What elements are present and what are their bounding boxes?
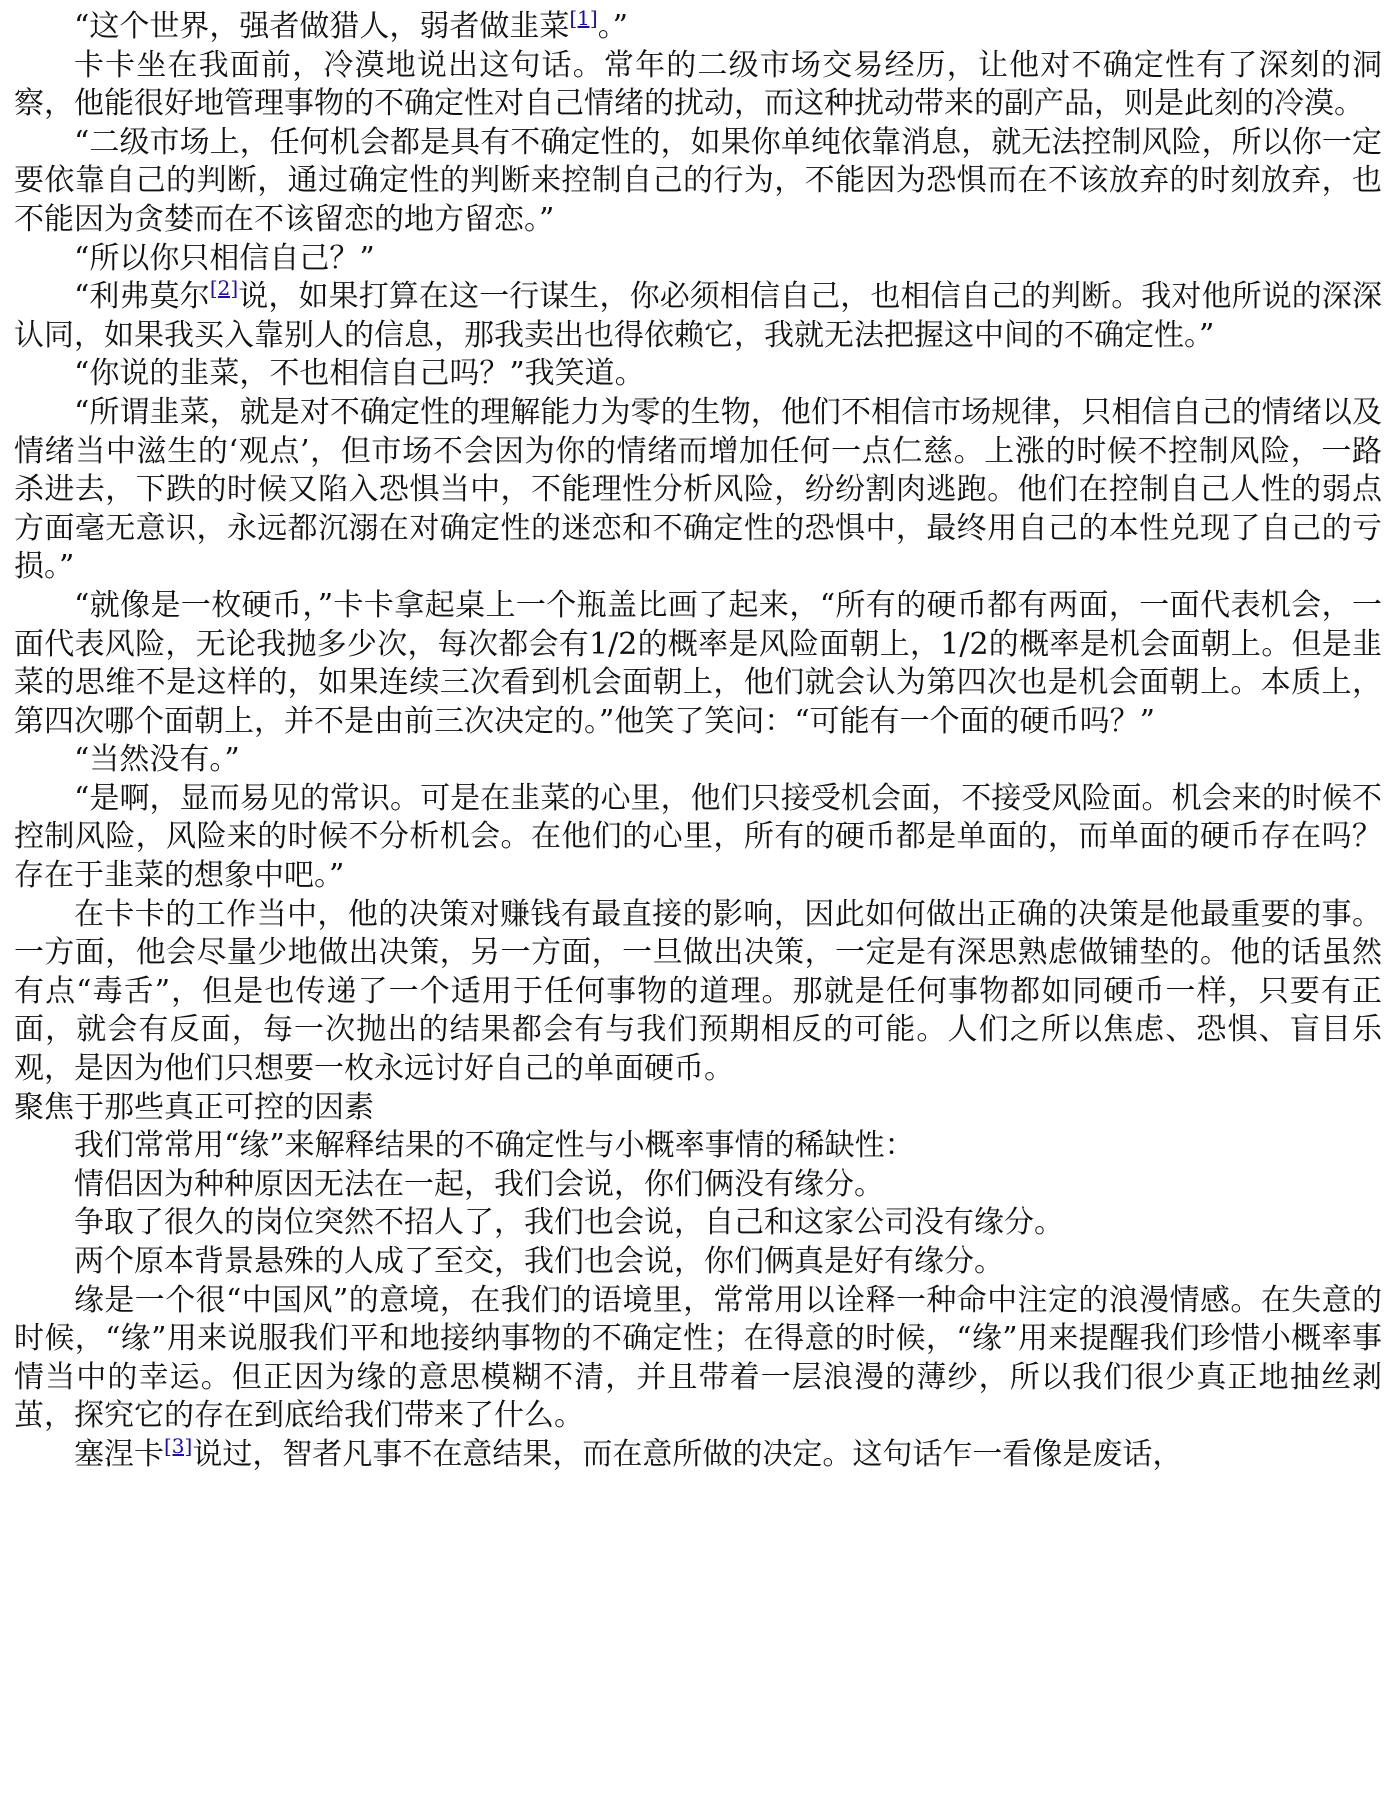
paragraph [14,896,1382,1089]
paragraph [14,355,1382,394]
text-run: “你说的韭菜，不也相信自己吗？”我笑道。 [74,356,645,392]
paragraph [14,47,1382,124]
paragraph [14,8,1382,47]
paragraph [14,780,1382,896]
paragraph [14,1166,1382,1205]
footnote-link[interactable]: [2] [209,276,239,301]
text-run: “是啊，显而易见的常识。可是在韭菜的心里，他们只接受机会面，不接受风险面。机会来的时候不控制风险，风险来的时候不分析机会。在他们的心里，所有的硬币都是单面的，而单面的硬币存在吗？存在于韭菜的想象中吧。” [14,780,1382,894]
text-run: “利弗莫尔 [74,279,210,315]
paragraph [14,1282,1382,1436]
text-run: “当然没有。” [74,742,240,778]
text-run: 聚焦于那些真正可控的因素 [14,1089,374,1125]
paragraph [14,278,1382,355]
paragraph [14,240,1382,279]
text-run: 情侣因为种种原因无法在一起，我们会说，你们俩没有缘分。 [74,1166,884,1202]
footnote-link[interactable]: [1] [569,6,598,30]
footnote-link[interactable]: [3] [164,1433,193,1458]
paragraph [14,741,1382,780]
section-heading [14,1089,1382,1128]
text-run: 两个原本背景悬殊的人成了至交，我们也会说，你们俩真是好有缘分。 [74,1244,1004,1279]
paragraph [14,1127,1382,1166]
text-run: 。” [597,9,629,44]
text-run: “这个世界，强者做猎人，弱者做韭菜 [74,9,570,44]
paragraph [14,1433,1382,1475]
text-run: “就像是一枚硬币，”卡卡拿起桌上一个瓶盖比画了起来，“所有的硬币都有两面，一面代表机会，一面代表风险，无论我抛多少次，每次都会有1/2的概率是风险面朝上，1/2的概率是机会面朝上。但是韭菜的思维不是这样的，如果连续三次看到机会面朝上，他们就会认为第四次也是机会面朝上。本质上，第四次哪个面朝上，并不是由前三次决定的。”他笑了笑问：“可能有一个面的硬币吗？” [14,587,1382,739]
paragraph [14,587,1382,741]
paragraph [14,1243,1382,1282]
text-run: “所以你只相信自己？” [74,240,375,276]
paragraph [14,1204,1382,1243]
text-run: 说过，智者凡事不在意结果，而在意所做的决定。这句话乍一看像是废话， [192,1436,1183,1472]
text-run: 我们常常用“缘”来解释结果的不确定性与小概率事情的稀缺性： [74,1128,915,1164]
text-run: “二级市场上，任何机会都是具有不确定性的，如果你单纯依靠消息，就无法控制风险，所以你一定要依靠自己的判断，通过确定性的判断来控制自己的行为，不能因为恐惧而在不该放弃的时刻放弃，也不能因为贪婪而在不该留恋的地方留恋。” [14,124,1382,237]
text-run: “所谓韭菜，就是对不确定性的理解能力为零的生物，他们不相信市场规律，只相信自己的情绪以及情绪当中滋生的‘观点’，但市场不会因为你的情绪而增加任何一点仁慈。上涨的时候不控制风险，一路杀进去，下跌的时候又陷入恐惧当中，不能理性分析风险，纷纷割肉逃跑。他们在控制自己人性的弱点方面毫无意识，永远都沉溺在对确定性的迷恋和不确定性的恐惧中，最终用自己的本性兑现了自己的亏损。” [14,394,1382,585]
text-run: 在卡卡的工作当中，他的决策对赚钱有最直接的影响，因此如何做出正确的决策是他最重要的事。一方面，他会尽量少地做出决策，另一方面，一旦做出决策，一定是有深思熟虑做铺垫的。他的话虽然有点“毒舌”，但是也传递了一个适用于任何事物的道理。那就是任何事物都如同硬币一样，只要有正面，就会有反面，每一次抛出的结果都会有与我们预期相反的可能。人们之所以焦虑、恐惧、盲目乐观，是因为他们只想要一枚永远讨好自己的单面硬币。 [14,896,1382,1087]
paragraph [14,124,1382,240]
paragraph [14,394,1382,587]
document-page [14,8,1382,1475]
text-run: 缘是一个很“中国风”的意境，在我们的语境里，常常用以诠释一种命中注定的浪漫情感。在失意的时候，“缘”用来说服我们平和地接纳事物的不确定性；在得意的时候，“缘”用来提醒我们珍惜小概率事情当中的幸运。但正因为缘的意思模糊不清，并且带着一层浪漫的薄纱，所以我们很少真正地抽丝剥茧，探究它的存在到底给我们带来了什么。 [14,1282,1382,1434]
text-run: 塞涅卡 [74,1436,164,1472]
text-run: 争取了很久的岗位突然不招人了，我们也会说，自己和这家公司没有缘分。 [74,1205,1064,1241]
text-run: 说，如果打算在这一行谋生，你必须相信自己，也相信自己的判断。我对他所说的深深认同，如果我买入靠别人的信息，那我卖出也得依赖它，我就无法把握这中间的不确定性。” [14,279,1382,353]
text-run: 卡卡坐在我面前，冷漠地说出这句话。常年的二级市场交易经历，让他对不确定性有了深刻的洞察，他能很好地管理事物的不确定性对自己情绪的扰动，而这种扰动带来的副产品，则是此刻的冷漠。 [14,47,1382,122]
